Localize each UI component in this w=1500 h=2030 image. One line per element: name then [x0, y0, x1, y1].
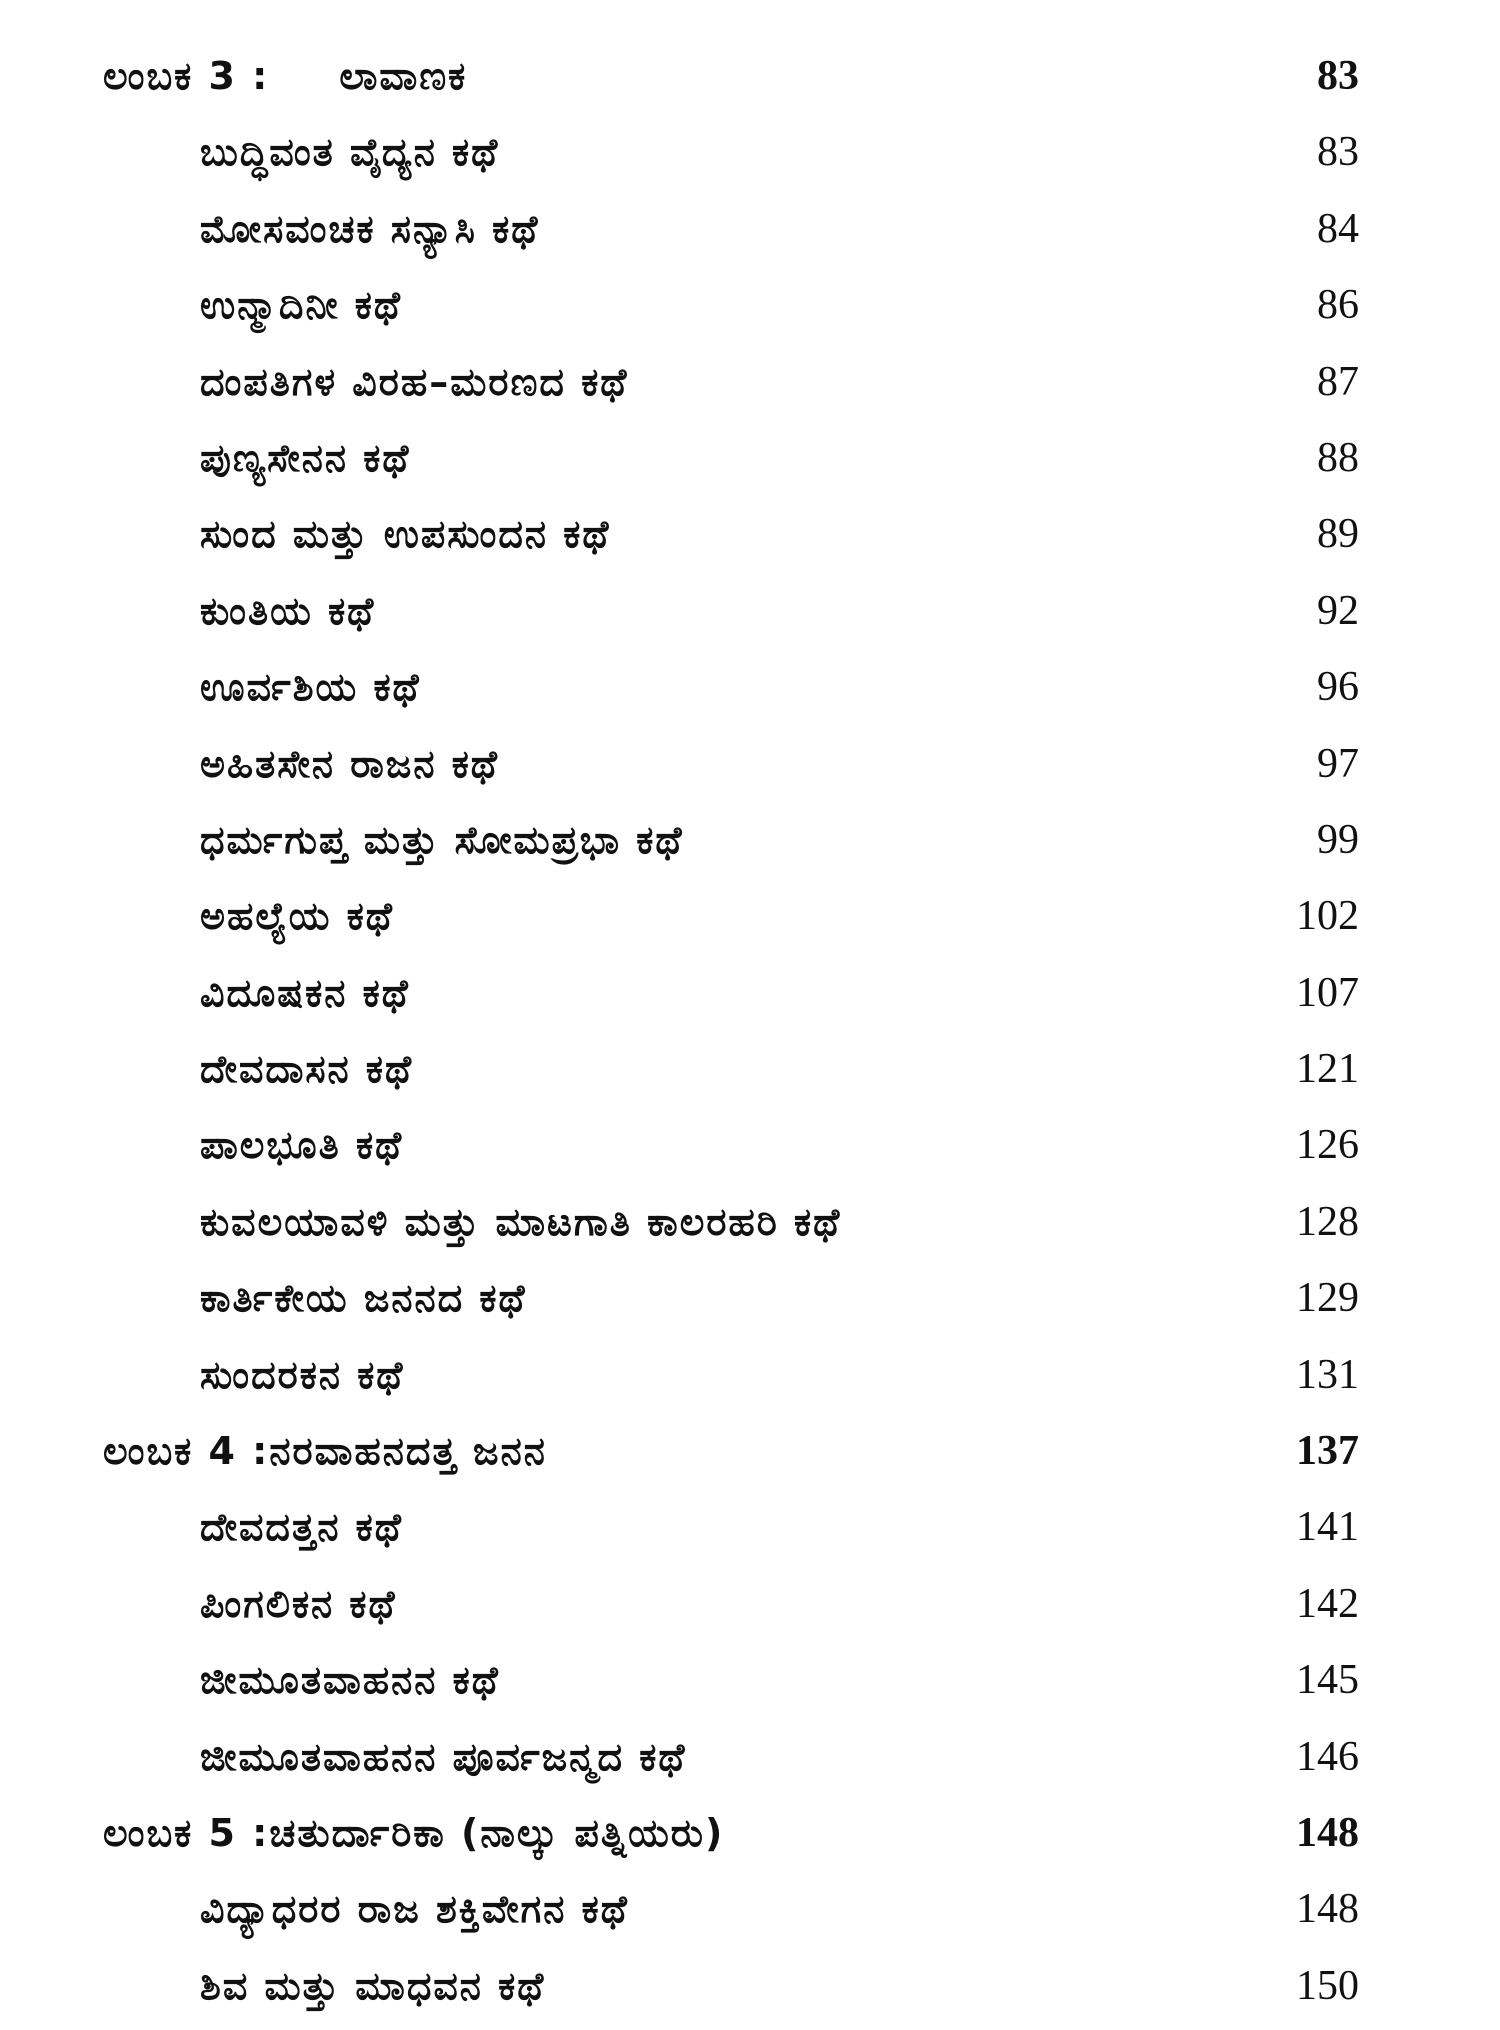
toc-story-row [0, 1495, 1500, 1571]
toc-story-row [0, 1648, 1500, 1724]
toc-story-row [0, 1572, 1500, 1648]
toc-entry-page: 87 [1317, 358, 1359, 405]
toc-entry-title: ಪಾಲಭೂತಿ ಕಥೆ [200, 1123, 404, 1168]
toc-entry-page: 137 [1296, 1428, 1359, 1475]
toc-entry-page: 150 [1296, 1962, 1359, 2009]
chapter-heading [103, 1807, 724, 1859]
toc-story-row [0, 350, 1500, 426]
toc-chapter-row [0, 1801, 1500, 1877]
toc-entry-title: ದೇವದಾಸನ ಕಥೆ [200, 1047, 414, 1092]
chapter-prefix: ಲಂಬಕ 4 : [103, 1429, 270, 1474]
chapter-title: ನರವಾಹನದತ್ತ ಜನನ [269, 1429, 547, 1474]
toc-entry-page: 142 [1296, 1580, 1359, 1627]
toc-entry-title: ಜೀಮೂತವಾಹನನ ಕಥೆ [200, 1658, 500, 1703]
toc-entry-page: 97 [1317, 740, 1359, 787]
toc-entry-page: 131 [1296, 1351, 1359, 1398]
toc-entry-page: 99 [1317, 816, 1359, 863]
toc-story-row [0, 1113, 1500, 1189]
toc-story-row [0, 1343, 1500, 1419]
toc-entry-title: ಉನ್ಮಾದಿನೀ ಕಥೆ [200, 283, 402, 328]
toc-entry-page: 89 [1317, 511, 1359, 558]
toc-entry-title: ಅಹಲ್ಯೆಯ ಕಥೆ [200, 894, 394, 939]
toc-entry-title: ಶಿವ ಮತ್ತು ಮಾಧವನ ಕಥೆ [200, 1963, 546, 2008]
toc-story-row [0, 961, 1500, 1037]
toc-entry-page: 128 [1296, 1198, 1359, 1245]
toc-entry-page: 102 [1296, 893, 1359, 940]
toc-entry-title: ಕುವಲಯಾವಳಿ ಮತ್ತು ಮಾಟಗಾತಿ ಕಾಲರಹರಿ ಕಥೆ [200, 1199, 842, 1244]
toc-story-row [0, 273, 1500, 349]
toc-entry-title: ಬುದ್ಧಿವಂತ ವೈದ್ಯನ ಕಥೆ [200, 130, 500, 175]
toc-story-row [0, 884, 1500, 960]
toc-entry-title: ಸುಂದ ಮತ್ತು ಉಪಸುಂದನ ಕಥೆ [200, 512, 611, 557]
toc-entry-title: ವಿದ್ಯಾಧರರ ರಾಜ ಶಕ್ತಿವೇಗನ ಕಥೆ [200, 1887, 629, 1932]
toc-entry-page: 129 [1296, 1275, 1359, 1322]
table-of-contents [0, 44, 1500, 2030]
toc-story-row [0, 1725, 1500, 1801]
chapter-title: ಲಾವಾಣಕ [339, 54, 468, 98]
toc-entry-page: 83 [1317, 53, 1359, 99]
toc-entry-title: ಜೀಮೂತವಾಹನನ ಪೂರ್ವಜನ್ಮದ ಕಥೆ [200, 1734, 687, 1779]
chapter-heading [103, 1425, 547, 1477]
toc-story-row [0, 579, 1500, 655]
toc-entry-page: 96 [1317, 664, 1359, 711]
toc-story-row [0, 1037, 1500, 1113]
toc-entry-title: ಧರ್ಮಗುಪ್ತ ಮತ್ತು ಸೋಮಪ್ರಭಾ ಕಥೆ [200, 817, 684, 862]
toc-story-row [0, 808, 1500, 884]
toc-chapter-row [0, 1419, 1500, 1495]
toc-entry-title: ವಿದೂಷಕನ ಕಥೆ [200, 970, 410, 1015]
toc-entry-title: ಕಾರ್ತಿಕೇಯ ಜನನದ ಕಥೆ [200, 1276, 527, 1321]
chapter-prefix: ಲಂಬಕ 5 : [103, 1810, 270, 1855]
toc-entry-title: ಅಹಿತಸೇನ ರಾಜನ ಕಥೆ [200, 741, 499, 786]
toc-entry-page: 145 [1296, 1657, 1359, 1704]
toc-entry-page: 107 [1296, 969, 1359, 1016]
chapter-prefix: ಲಂಬಕ 3 : [103, 54, 270, 98]
toc-entry-title: ಕುಂತಿಯ ಕಥೆ [200, 588, 376, 633]
toc-story-row [0, 1954, 1500, 2030]
toc-chapter-row [0, 44, 1500, 120]
toc-entry-title: ಮೋಸವಂಚಕ ಸನ್ಯಾಸಿ ಕಥೆ [200, 206, 540, 251]
toc-entry-title: ಸುಂದರಕನ ಕಥೆ [200, 1352, 405, 1397]
toc-entry-page: 148 [1296, 1809, 1359, 1856]
toc-entry-page: 141 [1296, 1504, 1359, 1551]
toc-entry-page: 126 [1296, 1122, 1359, 1169]
toc-story-row [0, 120, 1500, 196]
toc-entry-page: 146 [1296, 1733, 1359, 1780]
toc-entry-page: 84 [1317, 205, 1359, 252]
toc-story-row [0, 197, 1500, 273]
toc-entry-page: 121 [1296, 1046, 1359, 1093]
toc-story-row [0, 1266, 1500, 1342]
chapter-title: ಚತುರ್ದಾರಿಕಾ (ನಾಲ್ಕು ಪತ್ನಿಯರು) [269, 1810, 725, 1855]
toc-story-row [0, 502, 1500, 578]
toc-story-row [0, 732, 1500, 808]
toc-story-row [0, 426, 1500, 502]
toc-entry-title: ಊರ್ವಶಿಯ ಕಥೆ [200, 665, 421, 710]
chapter-heading [103, 50, 467, 102]
toc-entry-page: 92 [1317, 587, 1359, 634]
toc-entry-title: ಪಿಂಗಲಿಕನ ಕಥೆ [200, 1581, 397, 1626]
toc-entry-page: 86 [1317, 282, 1359, 329]
toc-story-row [0, 1877, 1500, 1953]
toc-entry-page: 148 [1296, 1886, 1359, 1933]
toc-story-row [0, 1190, 1500, 1266]
toc-entry-page: 88 [1317, 434, 1359, 481]
toc-entry-title: ದೇವದತ್ತನ ಕಥೆ [200, 1505, 403, 1550]
toc-entry-title: ದಂಪತಿಗಳ ವಿರಹ–ಮರಣದ ಕಥೆ [200, 359, 629, 404]
toc-entry-title: ಪುಣ್ಯಸೇನನ ಕಥೆ [200, 435, 411, 480]
toc-entry-page: 83 [1317, 129, 1359, 176]
toc-story-row [0, 655, 1500, 731]
